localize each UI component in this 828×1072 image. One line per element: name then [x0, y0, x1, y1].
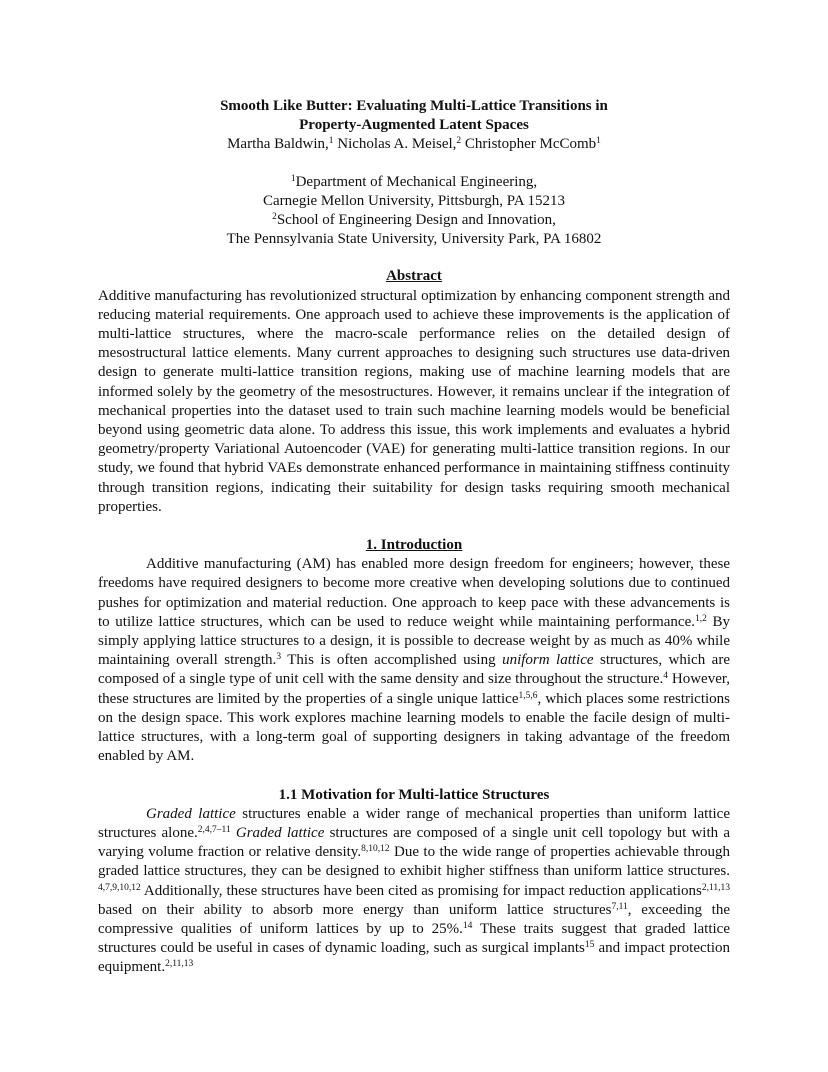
citation: 1,5,6: [518, 690, 538, 701]
citation: 3: [276, 652, 282, 663]
author-name: Martha Baldwin,: [227, 136, 329, 153]
author-list: [98, 135, 730, 154]
paper-content: [98, 97, 730, 978]
title-line-2: Property-Augmented Latent Spaces: [299, 117, 529, 134]
citation: 2,11,13: [165, 959, 194, 970]
motivation-paragraph: Graded lattice structures enable a wider range of mechanical properties than uniform lattice structures alone.$^{2,4,7-11}$ Graded lattice structures are composed of a single unit cell topology but with a varying volume fraction or relative density.$^{8,10,12}$ Due to the wide range of properties achievable through graded lattice structures, they can be designed to exhibit higher stiffness than uniform lattice structures. $^{4,7,9,10,12}$ Additionally, these structures have been cited as promising for impact reduction applications$^{2,11,13}$ based on their ability to absorb more energy than uniform lattice structures$^{7,11}$, exceeding the compressive qualities of uniform lattices by up to 25%.$^{14}$ These traits suggest that graded lattice structures could be useful in cases of dynamic loading, such as surgical implants$^{15}$ and impact protection equipment.$^{2,11,13}$: [98, 805, 731, 976]
author-name: Nicholas A. Meisel,: [337, 136, 457, 153]
affiliation-1-address: Carnegie Mellon University, Pittsburgh, PA 15213: [263, 192, 565, 209]
affiliation-2: $^2$School of Engineering Design and Innovation,: [272, 212, 556, 229]
author-affiliation-mark: 1: [596, 136, 601, 147]
introduction-heading: 1. Introduction: [365, 537, 463, 554]
citation: 8,10,12: [361, 844, 390, 855]
paper-title: [98, 97, 730, 135]
citation: 7,11: [611, 901, 628, 912]
abstract-text: Additive manufacturing has revolutionized structural optimization by enhancing component strength and reducing material requirements. One approach used to achieve these improvements is the application of multi-lattice structures, where the macro-scale performance relies on the detailed design of mesostructural lattice elements. Many current approaches to designing such structures use data-driven design to generate multi-lattice transition regions, making use of machine learning models that are informed solely by the geometry of the mesostructures. However, it remains unclear if the integration of mechanical properties into the dataset used to train such machine learning models would be beneficial beyond using geometric data alone. To address this issue, this work implements and evaluates a hybrid geometry/property Variational Autoencoder (VAE) for generating multi-lattice transition regions. In our study, we found that hybrid VAEs demonstrate enhanced performance in maintaining stiffness continuity through transition regions, indicating their suitability for design tasks requiring smooth mechanical properties.: [98, 287, 730, 515]
citation: 4,7,9,10,12: [98, 882, 141, 893]
affiliation-1: $^1$Department of Mechanical Engineering,: [290, 173, 538, 190]
citation: 1,2: [694, 613, 707, 624]
author-name: Christopher McComb: [464, 136, 597, 153]
title-line-1: Smooth Like Butter: Evaluating Multi-Lattice Transitions in: [220, 98, 608, 114]
affiliation-2-address: The Pennsylvania State University, University Park, PA 16802: [226, 231, 602, 248]
introduction-paragraph: Additive manufacturing (AM) has enabled more design freedom for engineers; however, these freedoms have required designers to become more creative when developing solutions due to continued pushes for optimization and material reduction. One approach to keep pace with these advancements is to utilize lattice structures, which can be used to reduce weight while maintaining performance.$^{1,2}$ By simply applying lattice structures to a design, it is possible to decrease weight by as much as 40% while maintaining overall strength.$^3$ This is often accomplished using uniform lattice structures, which are composed of a single type of unit cell with the same density and size throughout the structure.$^4$ However, these structures are limited by the properties of a single unique lattice$^{1,5,6}$, which places some restrictions on the design space. This work explores machine learning models to enable the facile design of multi-lattice structures, with a long-term goal of supporting designers in taking advantage of the freedom enabled by AM.: [98, 556, 730, 765]
motivation-heading: 1.1 Motivation for Multi-lattice Structures: [278, 786, 550, 803]
affiliations: [98, 173, 730, 250]
citation: 2,11,13: [701, 882, 730, 893]
citation: 4: [663, 671, 669, 682]
abstract-heading: Abstract: [386, 268, 442, 285]
citation: 15: [584, 940, 595, 951]
citation: 14: [462, 920, 473, 931]
author-affiliation-mark: 1: [328, 136, 334, 147]
citation: 2,4,7–11: [197, 824, 231, 835]
author-affiliation-mark: 2: [456, 136, 462, 147]
